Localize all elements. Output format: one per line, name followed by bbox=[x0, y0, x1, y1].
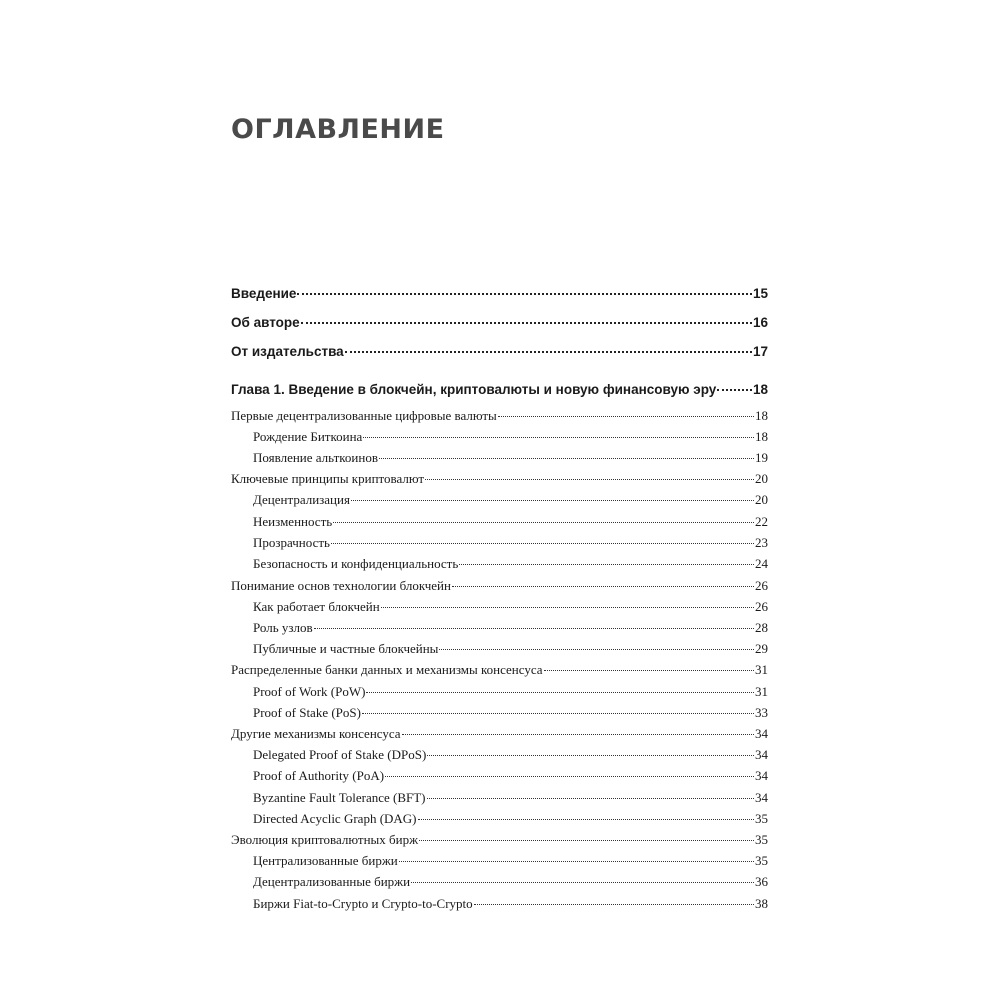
toc-section[interactable] bbox=[231, 408, 768, 424]
toc-entry-label: Об авторе bbox=[231, 315, 300, 330]
dot-leader bbox=[351, 499, 754, 501]
toc-entry-label: Как работает блокчейн bbox=[253, 599, 380, 614]
page-title: ОГЛАВЛЕНИЕ bbox=[231, 114, 445, 145]
toc-subsection[interactable] bbox=[231, 684, 768, 700]
toc-entry-label: Proof of Authority (PoA) bbox=[253, 768, 385, 783]
toc-entry-page: 31 bbox=[755, 662, 768, 677]
toc-entry-page: 34 bbox=[755, 747, 768, 762]
dot-leader bbox=[345, 350, 752, 353]
toc-entry-page: 34 bbox=[755, 790, 768, 805]
dot-leader bbox=[419, 839, 754, 841]
toc-entry-page: 31 bbox=[755, 684, 768, 699]
dot-leader bbox=[297, 292, 752, 295]
toc-section[interactable] bbox=[231, 662, 768, 678]
toc-subsection[interactable] bbox=[231, 874, 768, 890]
toc-entry-page: 20 bbox=[755, 492, 768, 507]
toc-subsection[interactable] bbox=[231, 790, 768, 806]
toc-subsection[interactable] bbox=[231, 429, 768, 445]
toc-entry-label: Proof of Work (PoW) bbox=[253, 684, 366, 699]
dot-leader bbox=[411, 881, 754, 883]
toc-entry-about-author[interactable] bbox=[231, 315, 768, 330]
dot-leader bbox=[439, 648, 754, 650]
toc-entry-page: 15 bbox=[752, 286, 768, 301]
dot-leader bbox=[452, 585, 754, 587]
dot-leader bbox=[333, 521, 754, 523]
toc-entry-page: 35 bbox=[755, 811, 768, 826]
toc-entry-page: 26 bbox=[755, 578, 768, 593]
toc-entry-page: 23 bbox=[755, 535, 768, 550]
toc-entry-page: 34 bbox=[755, 768, 768, 783]
toc-subsection[interactable] bbox=[231, 705, 768, 721]
toc-entry-introduction[interactable] bbox=[231, 286, 768, 301]
toc-entry-label: Прозрачность bbox=[253, 535, 330, 550]
toc-entry-label: Рождение Биткоина bbox=[253, 429, 363, 444]
dot-leader bbox=[399, 860, 754, 862]
dot-leader bbox=[301, 321, 752, 324]
dot-leader bbox=[459, 563, 754, 565]
toc-section[interactable] bbox=[231, 471, 768, 487]
toc-entry-page: 33 bbox=[755, 705, 768, 720]
dot-leader bbox=[418, 818, 754, 820]
toc-subsection[interactable] bbox=[231, 535, 768, 551]
toc-subsection[interactable] bbox=[231, 599, 768, 615]
toc-entry-page: 29 bbox=[755, 641, 768, 656]
toc-chapter-1[interactable] bbox=[231, 382, 768, 397]
toc-entry-label: Ключевые принципы криптовалют bbox=[231, 471, 425, 486]
dot-leader bbox=[381, 606, 754, 608]
toc-subsection[interactable] bbox=[231, 768, 768, 784]
toc-entry-page: 38 bbox=[755, 896, 768, 911]
dot-leader bbox=[331, 542, 754, 544]
toc-entry-page: 20 bbox=[755, 471, 768, 486]
toc-entry-label: Глава 1. Введение в блокчейн, криптовалюты и новую финансовую эру bbox=[231, 382, 717, 397]
toc-entry-label: Безопасность и конфиденциальность bbox=[253, 556, 459, 571]
toc-section[interactable] bbox=[231, 726, 768, 742]
toc-entry-label: Децентрализация bbox=[253, 492, 350, 507]
toc-entry-label: Эволюция криптовалютных бирж bbox=[231, 832, 419, 847]
toc-entry-label: Появление альткоинов bbox=[253, 450, 378, 465]
toc-entry-page: 18 bbox=[752, 382, 768, 397]
toc-entry-label: Введение bbox=[231, 286, 297, 301]
toc-entry-label: Роль узлов bbox=[253, 620, 313, 635]
toc-entry-page: 24 bbox=[755, 556, 768, 571]
dot-leader bbox=[385, 775, 754, 777]
dot-leader bbox=[427, 754, 754, 756]
toc-entry-page: 19 bbox=[755, 450, 768, 465]
toc-subsection[interactable] bbox=[231, 811, 768, 827]
toc-entry-label: Централизованные биржи bbox=[253, 853, 398, 868]
toc-entry-page: 18 bbox=[755, 429, 768, 444]
toc-subsection[interactable] bbox=[231, 620, 768, 636]
toc-entry-label: Directed Acyclic Graph (DAG) bbox=[253, 811, 417, 826]
toc-entry-page: 17 bbox=[752, 344, 768, 359]
toc-entry-page: 16 bbox=[752, 315, 768, 330]
toc-entry-label: Распределенные банки данных и механизмы консенсуса bbox=[231, 662, 543, 677]
toc-entry-label: Понимание основ технологии блокчейн bbox=[231, 578, 451, 593]
dot-leader bbox=[544, 669, 754, 671]
toc-entry-page: 36 bbox=[755, 874, 768, 889]
toc-entry-page: 35 bbox=[755, 832, 768, 847]
dot-leader bbox=[366, 691, 754, 693]
toc-entry-label: Неизменность bbox=[253, 514, 333, 529]
toc-entry-page: 18 bbox=[755, 408, 768, 423]
toc-entry-label: От издательства bbox=[231, 344, 344, 359]
toc-subsection[interactable] bbox=[231, 450, 768, 466]
dot-leader bbox=[363, 436, 754, 438]
toc-entry-label: Другие механизмы консенсуса bbox=[231, 726, 401, 741]
toc-entry-label: Первые децентрализованные цифровые валюты bbox=[231, 408, 497, 423]
toc-entry-label: Децентрализованные биржи bbox=[253, 874, 411, 889]
dot-leader bbox=[474, 903, 754, 905]
dot-leader bbox=[498, 415, 754, 417]
dot-leader bbox=[314, 627, 754, 629]
toc-entry-page: 34 bbox=[755, 726, 768, 741]
dot-leader bbox=[427, 797, 755, 799]
toc-entry-label: Публичные и частные блокчейны bbox=[253, 641, 439, 656]
dot-leader bbox=[379, 457, 754, 459]
toc-subsection[interactable] bbox=[231, 514, 768, 530]
toc-subsection[interactable] bbox=[231, 853, 768, 869]
dot-leader bbox=[717, 388, 752, 391]
toc-section[interactable] bbox=[231, 832, 768, 848]
toc-subsection[interactable] bbox=[231, 896, 768, 912]
dot-leader bbox=[402, 733, 754, 735]
toc-entry-page: 35 bbox=[755, 853, 768, 868]
toc-entry-page: 22 bbox=[755, 514, 768, 529]
toc-entry-label: Биржи Fiat-to-Crypto и Crypto-to-Crypto bbox=[253, 896, 473, 911]
toc-subsection[interactable] bbox=[231, 747, 768, 763]
dot-leader bbox=[425, 478, 754, 480]
toc-entry-page: 26 bbox=[755, 599, 768, 614]
toc-subsection[interactable] bbox=[231, 492, 768, 508]
toc-entry-label: Byzantine Fault Tolerance (BFT) bbox=[253, 790, 426, 805]
toc-subsection[interactable] bbox=[231, 556, 768, 572]
toc-entry-label: Delegated Proof of Stake (DPoS) bbox=[253, 747, 427, 762]
toc-subsection[interactable] bbox=[231, 641, 768, 657]
toc-entry-label: Proof of Stake (PoS) bbox=[253, 705, 361, 720]
toc-entry-from-publisher[interactable] bbox=[231, 344, 768, 359]
dot-leader bbox=[362, 712, 754, 714]
toc-section[interactable] bbox=[231, 578, 768, 594]
toc-entry-page: 28 bbox=[755, 620, 768, 635]
